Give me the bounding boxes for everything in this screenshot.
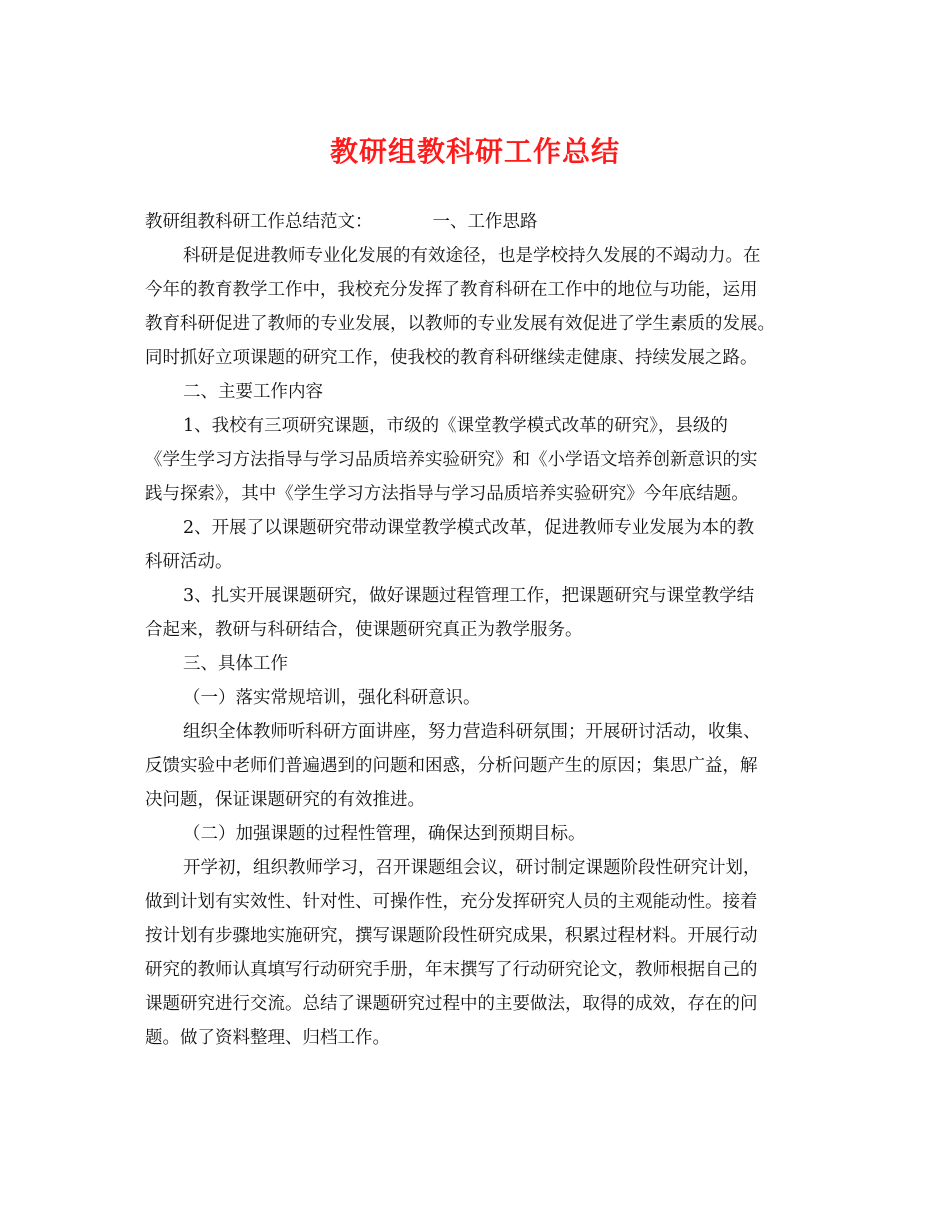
section-heading-3: 三、具体工作 (183, 654, 288, 674)
text-line: 教育科研促进了教师的专业发展，以教师的专业发展有效促进了学生素质的发展。 (145, 314, 775, 334)
text-line: 1、我校有三项研究课题，市级的《课堂教学模式改革的研究》，县级的 (183, 416, 728, 436)
section-heading-2: 二、主要工作内容 (183, 382, 323, 402)
text-line: 开学初，组织教师学习，召开课题组会议，研讨制定课题阶段性研究计划， (183, 858, 761, 878)
document-title: 教研组教科研工作总结 (329, 135, 620, 168)
intro-label: 教研组教科研工作总结范文： (145, 212, 373, 232)
text-line: 组织全体教师听科研方面讲座，努力营造科研氛围；开展研讨活动，收集、 (183, 722, 761, 742)
text-line: 科研是促进教师专业化发展的有效途径，也是学校持久发展的不竭动力。在 (183, 246, 761, 266)
text-line (145, 205, 810, 239)
document-body (145, 205, 810, 1055)
text-line: 做到计划有实效性、针对性、可操作性，充分发挥研究人员的主观能动性。接着 (145, 892, 758, 912)
text-line: 3、扎实开展课题研究，做好课题过程管理工作，把课题研究与课堂教学结 (183, 586, 755, 606)
text-line: 题。做了资料整理、归档工作。 (145, 1028, 390, 1048)
text-line: 践与探索》，其中《学生学习方法指导与学习品质培养实验研究》今年底结题。 (145, 484, 749, 504)
subheading: （二）加强课题的过程性管理，确保达到预期目标。 (183, 824, 586, 844)
text-line: 课题研究进行交流。总结了课题研究过程中的主要做法，取得的成效，存在的问 (145, 994, 758, 1014)
text-line: 决问题，保证课题研究的有效推进。 (145, 790, 425, 810)
section-heading-1: 一、工作思路 (432, 212, 538, 232)
text-line: 《学生学习方法指导与学习品质培养实验研究》和《小学语文培养创新意识的实 (145, 450, 758, 470)
text-line: 研究的教师认真填写行动研究手册，年末撰写了行动研究论文，教师根据自己的 (145, 960, 758, 980)
text-line: 今年的教育教学工作中，我校充分发挥了教育科研在工作中的地位与功能，运用 (145, 280, 758, 300)
text-line: 同时抓好立项课题的研究工作，使我校的教育科研继续走健康、持续发展之路。 (145, 348, 758, 368)
text-line: 科研活动。 (145, 552, 233, 572)
text-line: 合起来，教研与科研结合，使课题研究真正为教学服务。 (145, 620, 583, 640)
text-line: 反馈实验中老师们普遍遇到的问题和困惑，分析问题产生的原因；集思广益，解 (145, 756, 758, 776)
text-line: 2、开展了以课题研究带动课堂教学模式改革，促进教师专业发展为本的教 (183, 518, 755, 538)
subheading: （一）落实常规培训，强化科研意识。 (183, 688, 481, 708)
text-line: 按计划有步骤地实施研究，撰写课题阶段性研究成果，积累过程材料。开展行动 (145, 926, 758, 946)
